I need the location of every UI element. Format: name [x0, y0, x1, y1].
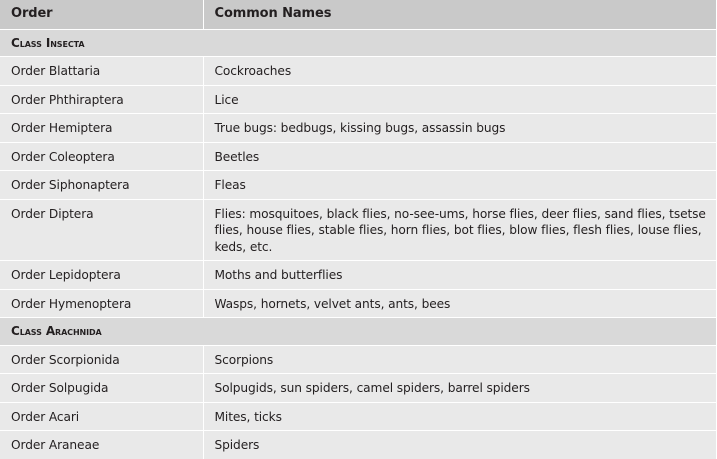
- table-row: [0, 142, 716, 171]
- table-row: [0, 57, 716, 86]
- common-names-cell: Wasps, hornets, velvet ants, ants, bees: [203, 289, 716, 318]
- common-names-cell: Solpugids, sun spiders, camel spiders, barrel spiders: [203, 374, 716, 403]
- header-row: [0, 0, 716, 29]
- common-names-cell: Flies: mosquitoes, black flies, no-see-ums, horse flies, deer flies, sand flies, tsetse flies, house flies, stable flies, horn flies, bot flies, blow flies, flesh flies, louse flies, keds, etc.: [203, 199, 716, 261]
- order-cell: Order Blattaria: [0, 57, 203, 86]
- table-row: [0, 402, 716, 431]
- order-cell: Order Scorpionida: [0, 345, 203, 374]
- common-names-cell: Lice: [203, 85, 716, 114]
- table-row: [0, 289, 716, 318]
- common-names-column-header: Common Names: [203, 0, 716, 29]
- class-label: Class Insecta: [0, 29, 716, 57]
- order-cell: Order Araneae: [0, 431, 203, 459]
- class-label: Class Arachnida: [0, 318, 716, 346]
- order-cell: Order Diptera: [0, 199, 203, 261]
- common-names-cell: Scorpions: [203, 345, 716, 374]
- order-cell: Order Acari: [0, 402, 203, 431]
- common-names-cell: Cockroaches: [203, 57, 716, 86]
- order-cell: Order Lepidoptera: [0, 261, 203, 290]
- order-cell: Order Coleoptera: [0, 142, 203, 171]
- order-cell: Order Hymenoptera: [0, 289, 203, 318]
- common-names-cell: Mites, ticks: [203, 402, 716, 431]
- table-row: [0, 114, 716, 143]
- common-names-cell: True bugs: bedbugs, kissing bugs, assassin bugs: [203, 114, 716, 143]
- table-row: [0, 345, 716, 374]
- order-cell: Order Solpugida: [0, 374, 203, 403]
- table-row: [0, 171, 716, 200]
- common-names-cell: Moths and butterflies: [203, 261, 716, 290]
- order-cell: Order Phthiraptera: [0, 85, 203, 114]
- order-column-header: Order: [0, 0, 203, 29]
- class-row-insecta: [0, 29, 716, 57]
- table-row: [0, 431, 716, 459]
- class-row-arachnida: [0, 318, 716, 346]
- table-row: [0, 261, 716, 290]
- order-cell: Order Hemiptera: [0, 114, 203, 143]
- common-names-cell: Beetles: [203, 142, 716, 171]
- common-names-cell: Spiders: [203, 431, 716, 459]
- table-row: [0, 374, 716, 403]
- common-names-cell: Fleas: [203, 171, 716, 200]
- table-row: [0, 199, 716, 261]
- order-cell: Order Siphonaptera: [0, 171, 203, 200]
- table-row: [0, 85, 716, 114]
